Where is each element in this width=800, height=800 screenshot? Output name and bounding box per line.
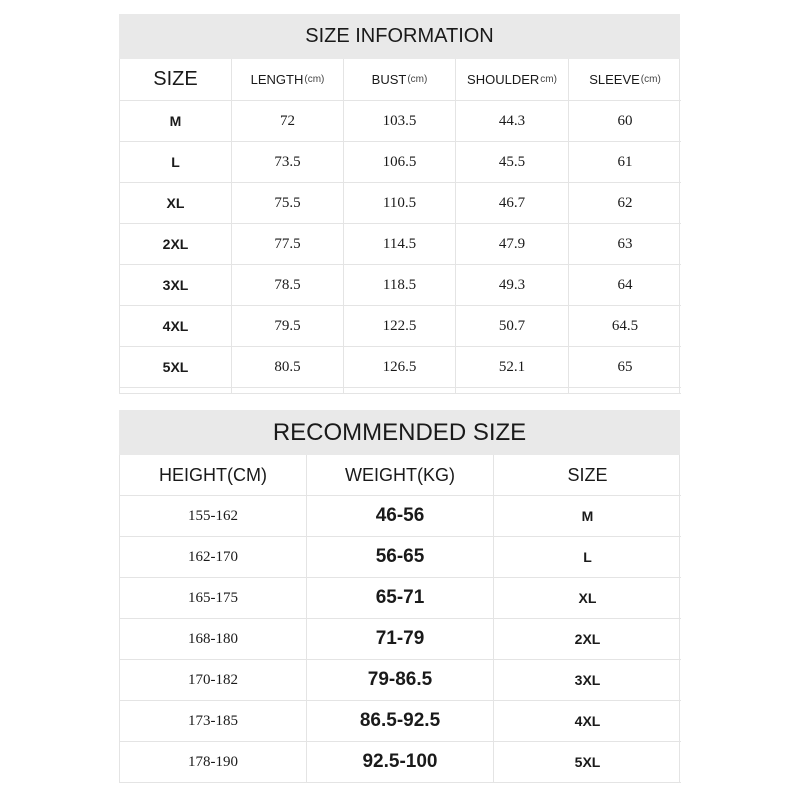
table-cell: 170-182	[120, 660, 307, 701]
table-cell: 79.5	[232, 306, 344, 347]
table-cell: 77.5	[232, 224, 344, 265]
table-cell: 64.5	[569, 306, 681, 347]
table-cell: 71-79	[307, 619, 494, 660]
table-cell: 75.5	[232, 183, 344, 224]
column-header	[569, 59, 681, 101]
table-cell: 44.3	[456, 101, 569, 142]
table-cell: 162-170	[120, 537, 307, 578]
column-header-label: SIZE	[153, 68, 198, 90]
recommended-size-title: RECOMMENDED SIZE	[119, 410, 680, 455]
table-cell: 78.5	[232, 265, 344, 306]
table-cell: 5XL	[120, 347, 232, 388]
table-cell: 46-56	[307, 496, 494, 537]
column-header-label: SHOULDER	[467, 72, 540, 87]
column-header-unit: (cm)	[407, 74, 428, 85]
column-header-unit: cm)	[540, 74, 557, 85]
table-cell: 50.7	[456, 306, 569, 347]
column-header	[344, 59, 456, 101]
table-cell: M	[120, 101, 232, 142]
table-cell: 61	[569, 142, 681, 183]
table-cell: 155-162	[120, 496, 307, 537]
table-cell: 60	[569, 101, 681, 142]
column-header: WEIGHT(KG)	[307, 455, 494, 496]
table-cell: 2XL	[494, 619, 681, 660]
column-header	[456, 59, 569, 101]
table-cell: 4XL	[120, 306, 232, 347]
table-footer-cell	[232, 388, 344, 394]
table-cell: 52.1	[456, 347, 569, 388]
table-cell: 73.5	[232, 142, 344, 183]
column-header-unit: (cm)	[640, 74, 661, 85]
table-cell: 173-185	[120, 701, 307, 742]
table-footer-cell	[344, 388, 456, 394]
table-cell: 3XL	[120, 265, 232, 306]
table-cell: 3XL	[494, 660, 681, 701]
table-cell: 110.5	[344, 183, 456, 224]
table-footer-cell	[569, 388, 681, 394]
column-header-unit: (cm)	[304, 74, 325, 85]
table-cell: 86.5-92.5	[307, 701, 494, 742]
table-cell: 126.5	[344, 347, 456, 388]
table-cell: 165-175	[120, 578, 307, 619]
column-header-label: BUST	[371, 72, 407, 87]
table-cell: M	[494, 496, 681, 537]
size-information-title: SIZE INFORMATION	[119, 14, 680, 59]
column-header	[232, 59, 344, 101]
table-cell: 122.5	[344, 306, 456, 347]
table-cell: L	[494, 537, 681, 578]
table-cell: 118.5	[344, 265, 456, 306]
table-cell: 49.3	[456, 265, 569, 306]
table-cell: 62	[569, 183, 681, 224]
table-cell: 63	[569, 224, 681, 265]
column-header-label: LENGTH	[250, 72, 304, 87]
table-cell: 56-65	[307, 537, 494, 578]
size-information-grid	[119, 59, 680, 394]
table-footer-cell	[120, 388, 232, 394]
table-cell: L	[120, 142, 232, 183]
table-cell: 64	[569, 265, 681, 306]
table-cell: 168-180	[120, 619, 307, 660]
column-header: SIZE	[494, 455, 681, 496]
column-header-label: SLEEVE	[589, 72, 640, 87]
column-header	[120, 59, 232, 101]
table-cell: 80.5	[232, 347, 344, 388]
table-cell: 72	[232, 101, 344, 142]
table-cell: 79-86.5	[307, 660, 494, 701]
table-cell: 47.9	[456, 224, 569, 265]
table-cell: 46.7	[456, 183, 569, 224]
table-cell: 103.5	[344, 101, 456, 142]
column-header: HEIGHT(CM)	[120, 455, 307, 496]
table-cell: XL	[120, 183, 232, 224]
recommended-size-grid	[119, 455, 680, 783]
table-cell: 45.5	[456, 142, 569, 183]
table-cell: 92.5-100	[307, 742, 494, 783]
table-cell: 65	[569, 347, 681, 388]
table-footer-cell	[456, 388, 569, 394]
table-cell: XL	[494, 578, 681, 619]
table-cell: 106.5	[344, 142, 456, 183]
size-information-table	[119, 14, 680, 394]
table-cell: 114.5	[344, 224, 456, 265]
table-cell: 4XL	[494, 701, 681, 742]
table-cell: 2XL	[120, 224, 232, 265]
table-cell: 178-190	[120, 742, 307, 783]
recommended-size-table	[119, 410, 680, 783]
table-cell: 5XL	[494, 742, 681, 783]
table-cell: 65-71	[307, 578, 494, 619]
